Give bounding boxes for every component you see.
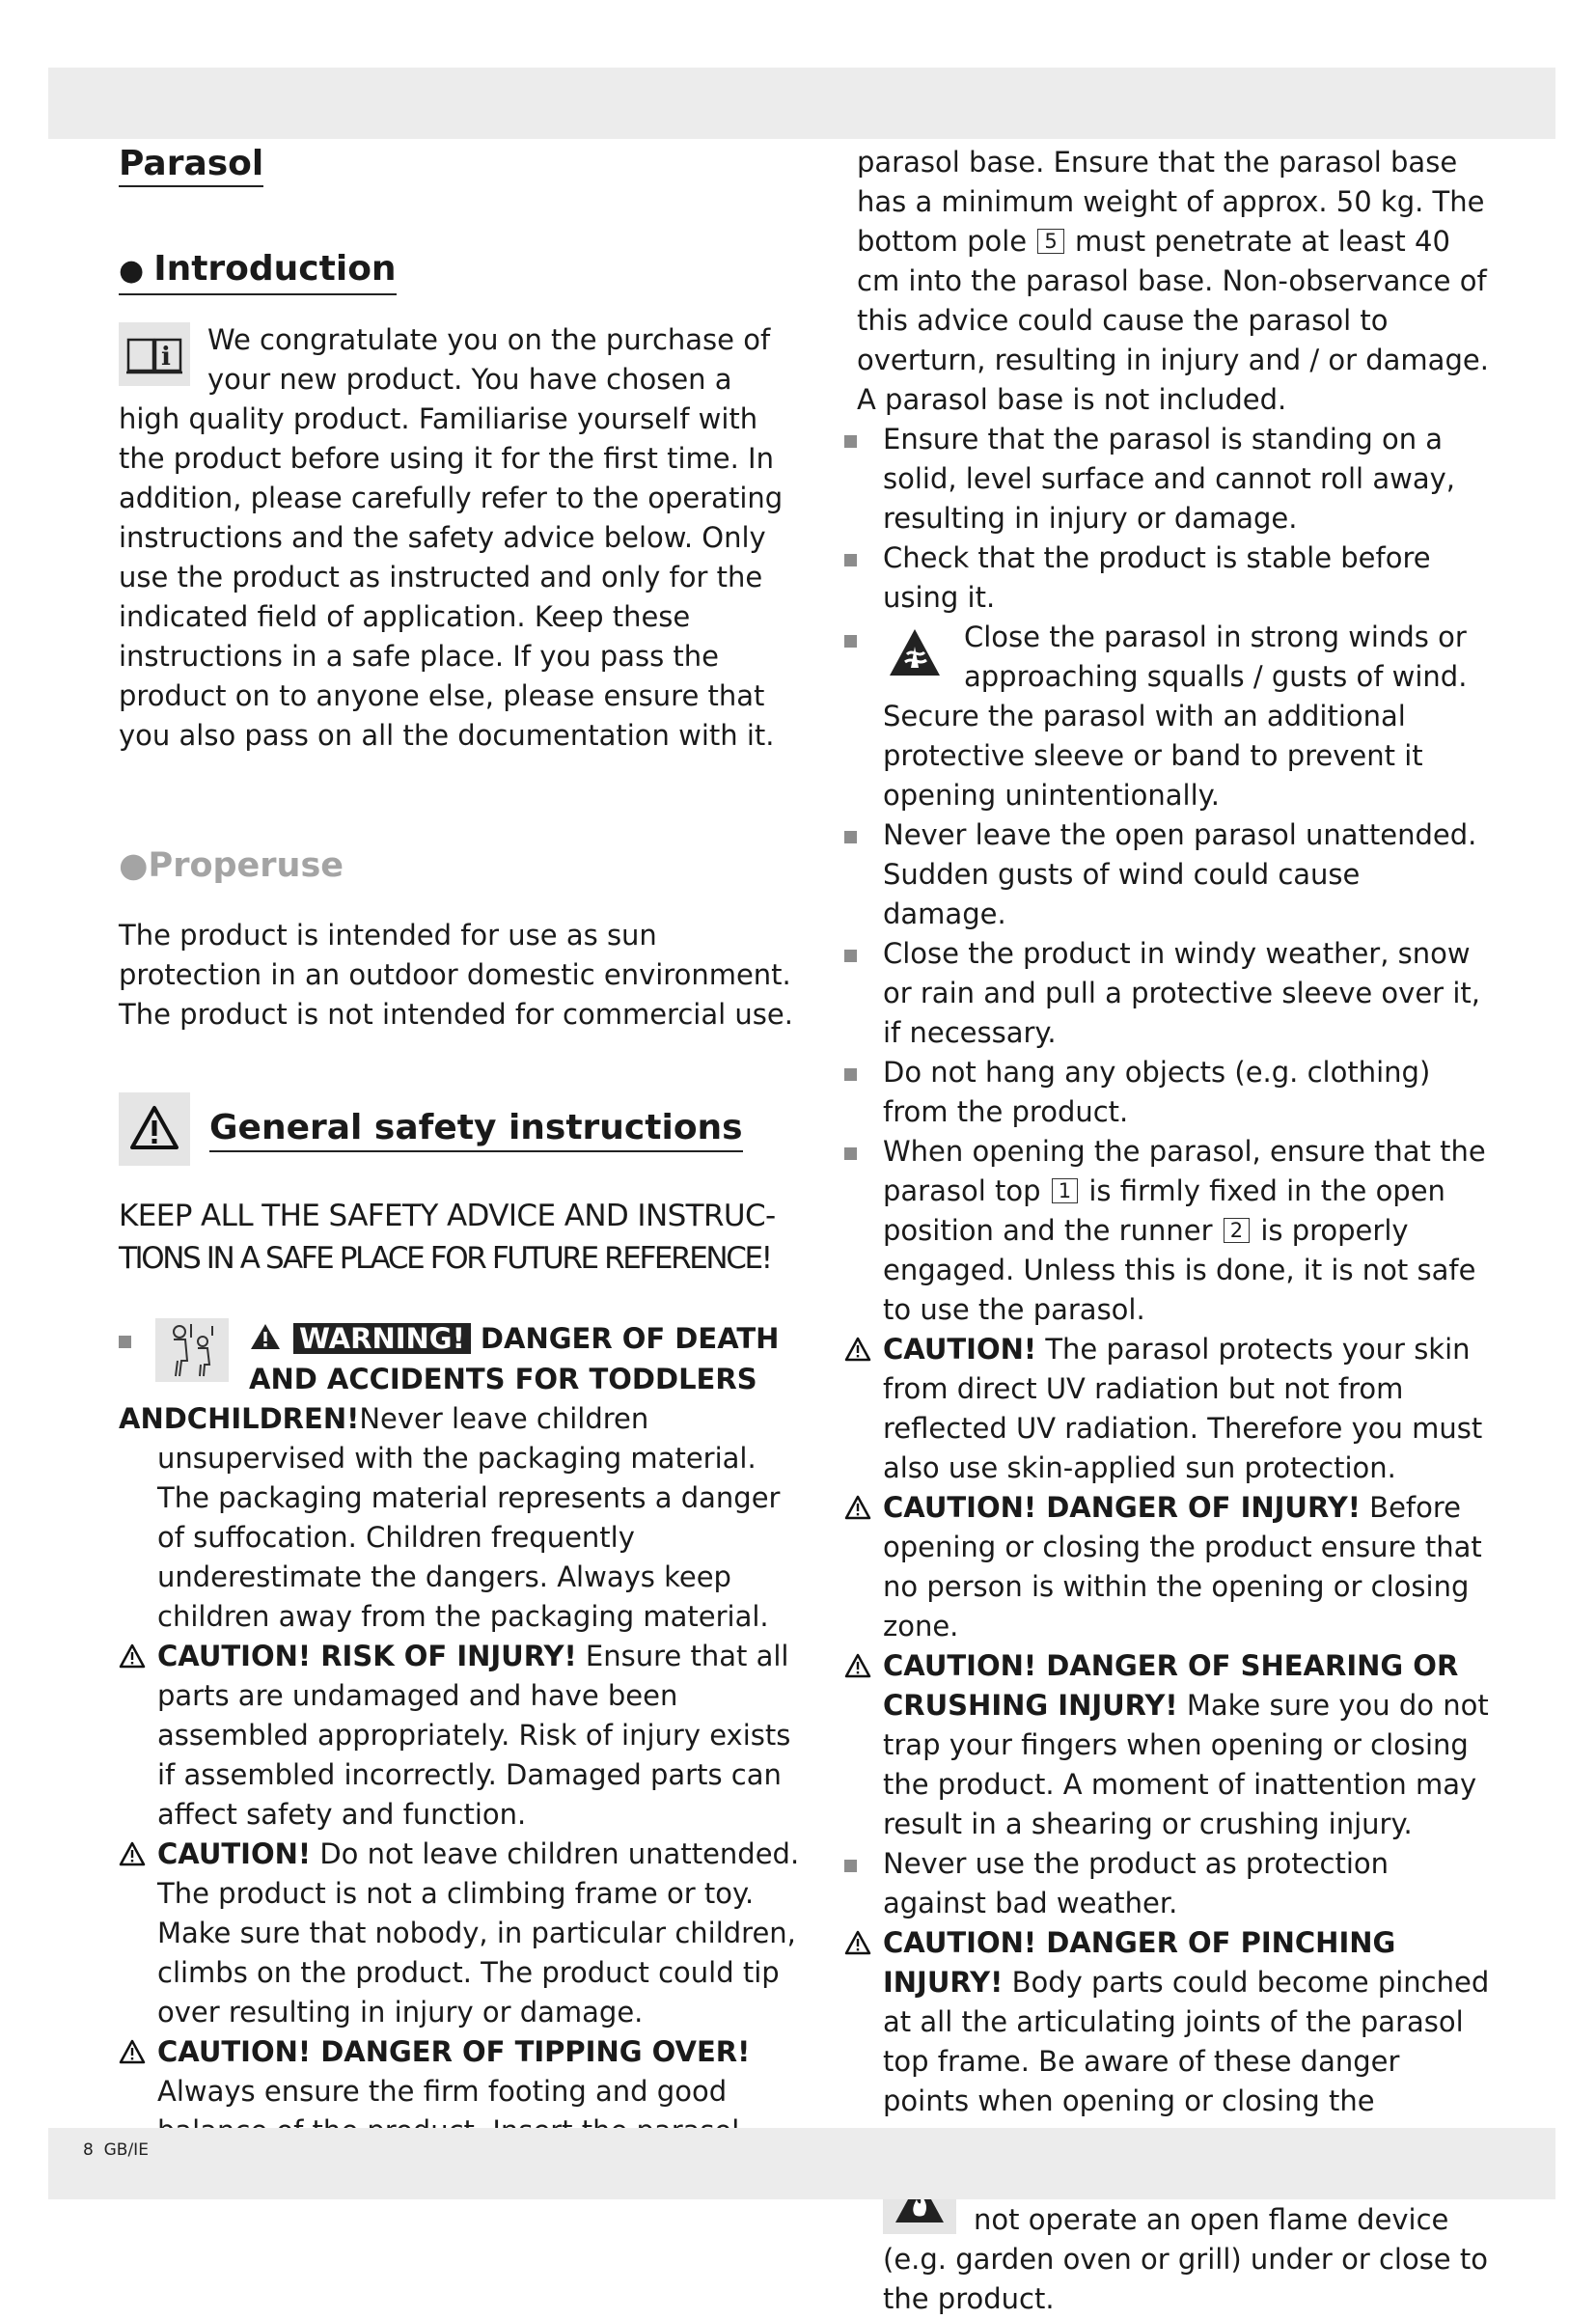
caution-shearing-text: Make sure you do not trap your fingers when opening or closing the product. A moment of inattention may result in a shearing or crushing injury. bbox=[883, 1689, 1489, 1840]
bullet-square-icon bbox=[844, 1147, 857, 1160]
bullet-square-icon bbox=[844, 554, 857, 566]
footer-band bbox=[48, 2128, 1555, 2199]
bullet-hang-objects-text: Do not hang any objects (e.g. clothing) from the product. bbox=[883, 1056, 1431, 1128]
caution-triangle-icon bbox=[844, 1930, 871, 1955]
bullet-square-icon bbox=[844, 1860, 857, 1872]
bullet-square-icon bbox=[844, 1068, 857, 1081]
bullet-square-icon bbox=[844, 950, 857, 962]
proper-use-heading: ●Properuse bbox=[119, 846, 344, 885]
caution-triangle-icon bbox=[844, 1653, 871, 1678]
caution-triangle-icon bbox=[119, 2039, 146, 2064]
part-number-1: 1 bbox=[1052, 1178, 1078, 1203]
bullet-hang-objects bbox=[844, 1053, 1491, 1132]
bullet-windy-weather bbox=[844, 934, 1491, 1053]
safety-heading-row bbox=[119, 1092, 800, 1166]
caution-children-text: Do not leave children unattended. The product is not a climbing frame or toy. Make sure that nobody, in particular children, climbs on the product. The product could tip over resulting in injury or damage. bbox=[157, 1837, 800, 2029]
bullet-level-surface bbox=[844, 420, 1491, 538]
warning-small-triangle-icon bbox=[249, 1322, 282, 1351]
bullet-bad-weather bbox=[844, 1844, 1491, 1923]
bullet-stable-text: Check that the product is stable before using it. bbox=[883, 541, 1431, 614]
caution-children bbox=[119, 1835, 800, 2032]
caution-risk-injury-text: Ensure that all parts are undamaged and have been assembled appropriately. Risk of injury exists if assembled incorrectly. Damaged parts can affect safety and function. bbox=[157, 1640, 791, 1831]
bullet-stable bbox=[844, 538, 1491, 618]
warning-block bbox=[119, 1318, 800, 1637]
bullet-square-icon bbox=[119, 1336, 131, 1348]
bullet-strong-winds-text: Close the parasol in strong winds or approaching squalls / gusts of wind. Secure the parasol with an additional protective sleeve or band to prevent it opening unintentionally. bbox=[883, 621, 1468, 812]
info-book-icon bbox=[119, 322, 190, 386]
bullet-unattended bbox=[844, 815, 1491, 934]
tipping-continued bbox=[844, 143, 1491, 420]
warning-heading-cont: ANDCHILDREN! bbox=[119, 1402, 360, 1435]
bullet-strong-winds bbox=[844, 618, 1491, 815]
warning-label: WARNING! bbox=[293, 1323, 471, 1354]
caution-triangle-icon bbox=[844, 1337, 871, 1362]
keep-advice-line-2: TIONS IN A SAFE PLACE FOR FUTURE REFERENCE! bbox=[119, 1241, 771, 1276]
general-safety-heading: General safety instructions bbox=[209, 1106, 743, 1152]
caution-triangle-icon bbox=[119, 1643, 146, 1669]
bullet-unattended-text: Never leave the open parasol unattended. Sudden gusts of wind could cause damage. bbox=[883, 818, 1477, 930]
right-column bbox=[844, 143, 1491, 2319]
wind-warning-icon bbox=[883, 621, 947, 683]
caution-triangle-icon bbox=[119, 1841, 146, 1866]
caution-risk-injury-label: CAUTION! RISK OF INJURY! bbox=[157, 1640, 577, 1672]
caution-tipping-label: CAUTION! DANGER OF TIPPING OVER! bbox=[157, 2035, 751, 2068]
bullet-dot-icon: ● bbox=[119, 254, 145, 288]
bullet-opening-text-a: When opening the parasol, ensure that the parasol top bbox=[883, 1135, 1486, 1207]
bullet-windy-weather-text: Close the product in windy weather, snow or rain and pull a protective sleeve over it, if necessary. bbox=[883, 937, 1480, 1049]
caution-danger-injury-text: Before opening or closing the product ensure that no person is within the opening or closing zone. bbox=[883, 1491, 1482, 1643]
document-title: Parasol bbox=[119, 143, 263, 187]
bullet-square-icon bbox=[844, 435, 857, 448]
bullet-opening-text-b: is firmly fixed in the open position and the runner bbox=[883, 1174, 1445, 1247]
introduction-heading-text: Introduction bbox=[153, 249, 397, 289]
svg-text:i: i bbox=[161, 343, 171, 372]
bullet-level-surface-text: Ensure that the parasol is standing on a solid, level surface and cannot roll away, resulting in injury or damage. bbox=[883, 423, 1455, 535]
caution-risk-injury bbox=[119, 1637, 800, 1835]
bullet-square-icon bbox=[844, 635, 857, 648]
warning-heading: DANGER OF DEATH AND ACCIDENTS FOR TODDLERS bbox=[249, 1322, 780, 1395]
caution-shearing-label: CAUTION! DANGER OF SHEARING OR CRUSHING INJURY! bbox=[883, 1649, 1459, 1722]
caution-pinching-text: Body parts could become pinched at all the articulating joints of the parasol top frame. Be aware of these danger points when opening or closing the bbox=[883, 1966, 1490, 2117]
caution-pinching-label: CAUTION! DANGER OF PINCHING INJURY! bbox=[883, 1926, 1396, 1999]
introduction-heading bbox=[119, 247, 397, 295]
bullet-bad-weather-text: Never use the product as protection against bad weather. bbox=[883, 1847, 1390, 1919]
caution-children-label: CAUTION! bbox=[157, 1837, 312, 1870]
header-band bbox=[48, 68, 1555, 139]
caution-shearing bbox=[844, 1646, 1491, 1844]
warning-triangle-icon bbox=[119, 1092, 190, 1166]
part-number-5: 5 bbox=[1037, 229, 1063, 254]
bullet-opening-text-c: is properly engaged. Unless this is done, it is not safe to use the parasol. bbox=[883, 1214, 1476, 1326]
caution-triangle-icon bbox=[844, 1495, 871, 1520]
page-number-footer: 8 GB/IE bbox=[83, 2140, 149, 2160]
caution-fire-text: not operate an open flame device (e.g. garden oven or grill) under or close to the product. bbox=[883, 2203, 1488, 2315]
caution-uv-label: CAUTION! bbox=[883, 1333, 1037, 1366]
caution-uv-text: The parasol protects your skin from direct UV radiation but not from reflected UV radiation. Therefore you must also use skin-applied sun protection. bbox=[883, 1333, 1483, 1484]
bullet-opening bbox=[844, 1132, 1491, 1330]
tipping-continued-text-b: must penetrate at least 40 cm into the parasol base. Non-observance of this advice could cause the parasol to overturn, resulting in injury and / or damage. A parasol base is not included. bbox=[857, 225, 1489, 416]
caution-tipping-text: Always ensure the firm footing and good bbox=[157, 2075, 728, 2108]
bullet-square-icon bbox=[844, 831, 857, 843]
tipping-continued-text-a: parasol base. Ensure that the parasol base has a minimum weight of approx. 50 kg. The bottom pole bbox=[857, 146, 1485, 258]
introduction-text: We congratulate you on the purchase of your new product. You have chosen a high quality product. Familiarise yourself with the product before using it for the first time. In addition, please carefully refer to the operating instructions and the safety advice below. Only use the product as instructed and only for the indicated field of application. Keep these instructions in a safe place. If you pass the product on to anyone else, please ensure that you also pass on all the documentation with it. bbox=[119, 323, 784, 752]
keep-advice-line-1: KEEP ALL THE SAFETY ADVICE AND INSTRUC- bbox=[119, 1199, 776, 1233]
left-column bbox=[119, 143, 800, 2191]
proper-use-text: The product is intended for use as sun protection in an outdoor domestic environment. The product is not intended for commercial use. bbox=[119, 919, 793, 1031]
child-warning-icon bbox=[155, 1318, 229, 1382]
warning-text: Never leave children unsupervised with the packaging material. The packaging material represents a danger of suffocation. Children frequently underestimate the dangers. Always keep children away from the packaging material. bbox=[157, 1402, 781, 1633]
caution-danger-injury-label: CAUTION! DANGER OF INJURY! bbox=[883, 1491, 1361, 1524]
part-number-2: 2 bbox=[1224, 1218, 1250, 1243]
caution-pinching bbox=[844, 1923, 1491, 2161]
caution-danger-injury bbox=[844, 1488, 1491, 1646]
caution-uv bbox=[844, 1330, 1491, 1488]
